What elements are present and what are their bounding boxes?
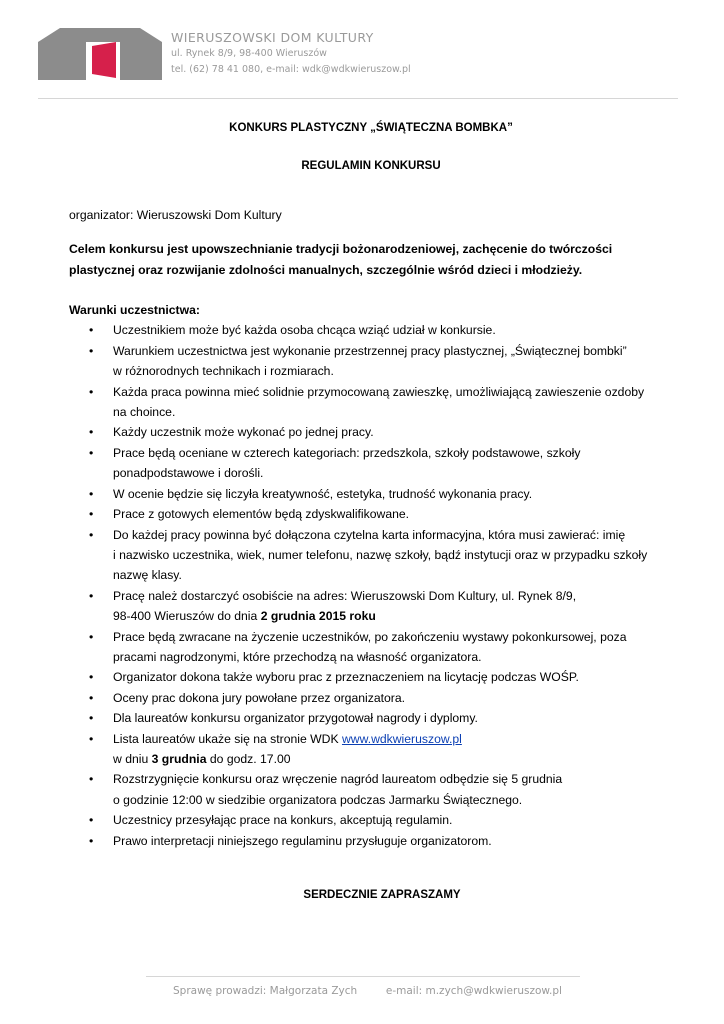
closing-invitation: SERDECZNIE ZAPRASZAMY (303, 889, 461, 901)
condition-date: 3 grudnia (151, 751, 207, 766)
condition-text-continued: 98-400 Wieruszów do dnia (113, 609, 261, 624)
footer (173, 985, 562, 997)
condition-item (69, 422, 659, 442)
bullet-icon: • (89, 384, 94, 399)
bullet-icon: • (89, 323, 94, 338)
condition-text: Prace będą oceniane w czterech kategoriach: przedszkola, szkoły podstawowe, szkoły ponadpodstawowe i dorośli. (113, 445, 581, 481)
footer-email: e-mail: m.zych@wdkwieruszow.pl (385, 985, 562, 997)
condition-text: Rozstrzygnięcie konkursu oraz wręczenie nagród laureatom odbędzie się 5 grudnia (113, 772, 563, 787)
bullet-icon: • (89, 711, 94, 726)
condition-text-continued: w różnorodnych technikach i rozmiarach. (113, 364, 334, 379)
document-title: KONKURS PLASTYCZNY „ŚWIĄTECZNA BOMBKA” (229, 122, 513, 134)
condition-text-tail: do godz. 17.00 (206, 751, 291, 766)
condition-text: W ocenie będzie się liczyła kreatywność, estetyka, trudność wykonania pracy. (113, 486, 533, 501)
condition-item (69, 525, 659, 586)
organization-info (171, 30, 411, 78)
condition-text: Prawo interpretacji niniejszego regulaminu przysługuje organizatorom. (113, 833, 492, 848)
bullet-icon: • (89, 772, 94, 787)
condition-item (69, 627, 659, 668)
bullet-icon: • (89, 813, 94, 828)
conditions-heading: Warunki uczestnictwa: (69, 303, 200, 318)
condition-text: Warunkiem uczestnictwa jest wykonanie przestrzennej pracy plastycznej, „Świątecznej bombki” (113, 343, 627, 358)
condition-item (69, 831, 659, 851)
condition-text: Prace będą zwracane na życzenie uczestników, po zakończeniu wystawy pokonkursowej, poza pracami nagrodzonymi, które przechodzą na własność organizatora. (113, 629, 627, 664)
bullet-icon: • (89, 527, 94, 542)
document-subtitle: REGULAMIN KONKURSU (301, 160, 441, 173)
condition-item (69, 729, 659, 770)
wdk-logo (38, 28, 162, 80)
bullet-icon: • (89, 343, 94, 358)
bullet-icon: • (89, 670, 94, 685)
footer-handled-by: Sprawę prowadzi: Małgorzata Zych (173, 985, 358, 997)
condition-item (69, 586, 659, 627)
condition-text-continued: i nazwisko uczestnika, wiek, numer telefonu, nazwę szkoły, bądź instytucji oraz w przypadku szkoły nazwę klasy. (113, 547, 648, 583)
contest-goal: Celem konkursu jest upowszechnianie tradycji bożonarodzeniowej, zachęcenie do twórczości plastycznej oraz rozwijanie zdolności manualnych, szczególnie wśród dzieci i młodzieży. (69, 242, 613, 277)
condition-text: Prace z gotowych elementów będą zdyskwalifikowane. (113, 507, 410, 522)
condition-item (69, 382, 659, 423)
condition-item (69, 484, 659, 504)
condition-item (69, 667, 659, 687)
condition-text: Uczestnikiem może być każda osoba chcąca wziąć udział w konkursie. (113, 323, 496, 338)
condition-item (69, 708, 659, 728)
bullet-icon: • (89, 731, 94, 746)
bullet-icon: • (89, 486, 94, 501)
organization-name: WIERUSZOWSKI DOM KULTURY (171, 30, 374, 45)
letterhead (38, 26, 678, 100)
bullet-icon: • (89, 690, 94, 705)
condition-item (69, 443, 659, 484)
condition-date: 2 grudnia 2015 roku (260, 609, 376, 624)
condition-text: Pracę należ dostarczyć osobiście na adres: Wieruszowski Dom Kultury, ul. Rynek 8/9, (113, 588, 577, 603)
condition-item (69, 341, 659, 382)
condition-item (69, 769, 659, 810)
condition-text: Dla laureatów konkursu organizator przygotował nagrody i dyplomy. (113, 711, 478, 726)
condition-text-continued: w dniu (113, 751, 152, 766)
condition-item (69, 320, 659, 340)
bullet-icon: • (89, 507, 94, 522)
condition-text: Uczestnicy przesyłając prace na konkurs, akceptują regulamin. (113, 813, 453, 828)
bullet-icon: • (89, 629, 94, 644)
condition-text: Każdy uczestnik może wykonać po jednej pracy. (113, 425, 374, 440)
condition-text-continued: o godzinie 12:00 w siedzibie organizatora podczas Jarmarku Świątecznego. (113, 792, 523, 807)
organization-contact: tel. (62) 78 41 080, e-mail: wdk@wdkwieruszow.pl (171, 64, 411, 75)
condition-item (69, 688, 659, 708)
wdk-website-link[interactable]: www.wdkwieruszow.pl (341, 731, 462, 746)
header-divider (38, 98, 678, 99)
condition-text: Lista laureatów ukaże się na stronie WDK (113, 731, 342, 746)
condition-text: Każda praca powinna mieć solidnie przymocowaną zawieszkę, umożliwiającą zawieszenie ozdoby na choince. (113, 384, 645, 420)
condition-item (69, 504, 659, 524)
bullet-icon: • (89, 833, 94, 848)
document-body (69, 118, 659, 905)
condition-text: Organizator dokona także wyboru prac z przeznaczeniem na licytację podczas WOŚP. (113, 670, 579, 685)
condition-item (69, 810, 659, 830)
conditions-list (69, 320, 659, 851)
organizer-line: organizator: Wieruszowski Dom Kultury (69, 207, 282, 222)
condition-text: Oceny prac dokona jury powołane przez organizatora. (113, 690, 405, 705)
footer-divider (146, 976, 580, 977)
bullet-icon: • (89, 588, 94, 603)
condition-text: Do każdej pracy powinna być dołączona czytelna karta informacyjna, która musi zawierać: imię (113, 527, 626, 542)
organization-address: ul. Rynek 8/9, 98-400 Wieruszów (171, 48, 327, 59)
bullet-icon: • (89, 425, 94, 440)
bullet-icon: • (89, 445, 94, 460)
